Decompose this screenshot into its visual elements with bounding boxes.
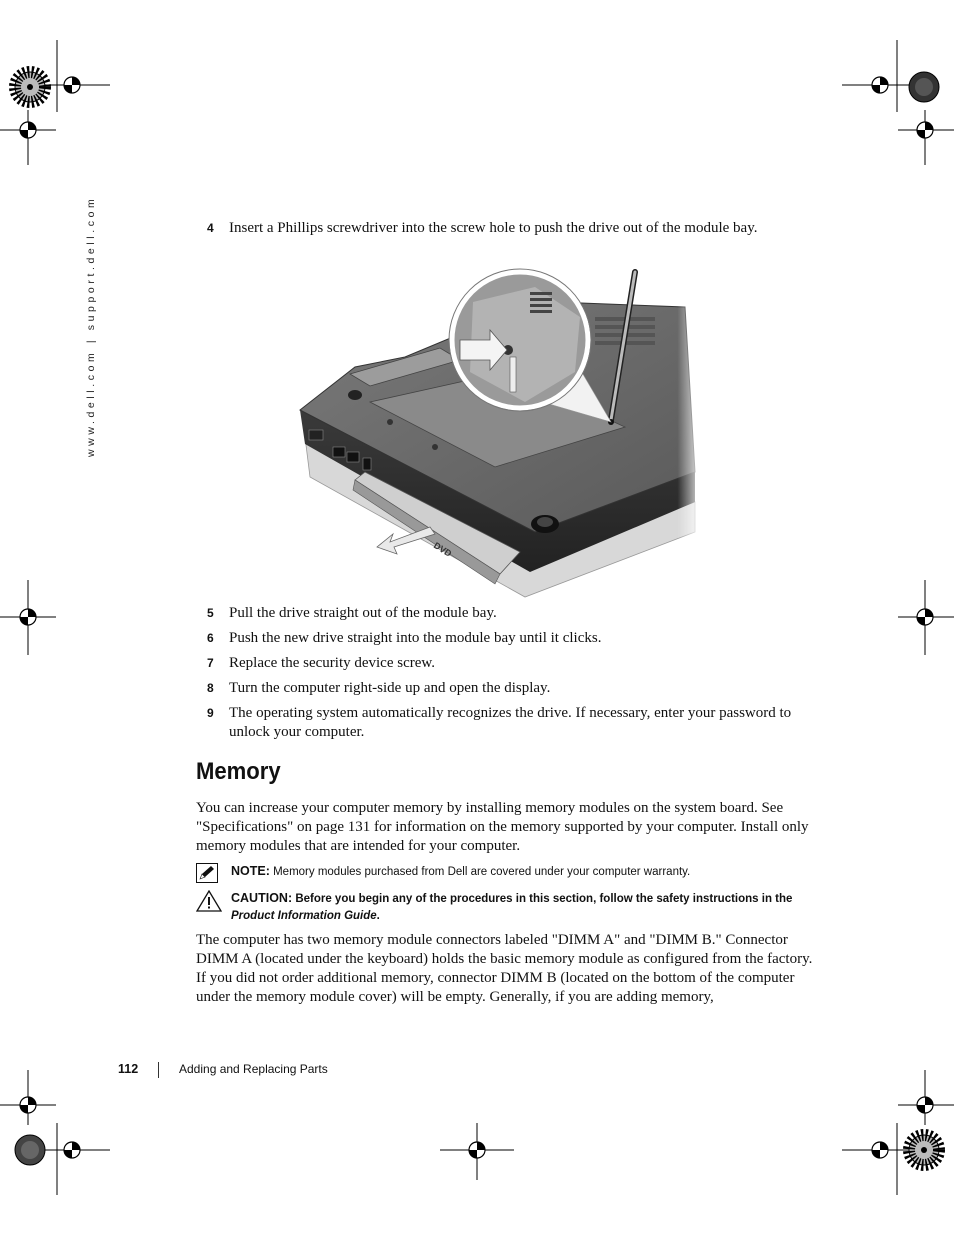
step-text: Replace the security device screw. [229, 655, 436, 671]
step-number: 6 [207, 631, 214, 645]
step-text: Push the new drive straight into the module bay until it clicks. [229, 630, 602, 646]
caution-label: CAUTION: [231, 891, 293, 905]
caution-text: Before you begin any of the procedures in this section, follow the safety instructions in the [295, 893, 793, 905]
note-text: Memory modules purchased from Dell are covered under your computer warranty. [273, 866, 691, 878]
step-item [207, 219, 827, 238]
step-item [207, 679, 827, 698]
step-text: The operating system automatically recognizes the drive. If necessary, enter your password to unlock your computer. [229, 705, 792, 740]
note-box [196, 863, 826, 881]
footer-separator [158, 1062, 159, 1078]
step-item [207, 704, 827, 742]
section-heading: Memory [196, 758, 281, 785]
step-item [207, 629, 827, 648]
step-number: 4 [207, 221, 214, 235]
step-item [207, 604, 827, 623]
step-number: 9 [207, 706, 214, 720]
drive-removal-illustration [295, 262, 705, 602]
note-label: NOTE: [231, 864, 270, 878]
caution-warning-icon [196, 890, 222, 912]
step-text: Pull the drive straight out of the module bay. [229, 605, 497, 621]
sidebar-website-url: www.dell.com | support.dell.com [85, 195, 97, 457]
step-number: 7 [207, 656, 214, 670]
step-number: 5 [207, 606, 214, 620]
intro-paragraph: You can increase your computer memory by installing memory modules on the system board. See "Specifications" on page 131 for information on the memory supported by your computer. Install only memory modules that are intended for your computer. [196, 800, 809, 854]
caution-box [196, 890, 826, 925]
memory-body-paragraph: The computer has two memory module connectors labeled "DIMM A" and "DIMM B." Connector DIMM A (located under the keyboard) holds the basic memory module as configured from the factory. If you did not order additional memory, connector DIMM B (located on the bottom of the computer under the memory module cover) will be empty. Generally, if you are adding memory, [196, 932, 813, 1005]
dvd-logo: DVD [431, 540, 454, 559]
step-text: Turn the computer right-side up and open the display. [229, 680, 551, 696]
product-information-guide-title: Product Information Guide [231, 910, 377, 922]
step-number: 8 [207, 681, 214, 695]
note-pencil-icon [196, 863, 218, 883]
step-text: Insert a Phillips screwdriver into the screw hole to push the drive out of the module bay. [229, 220, 758, 236]
caution-end: . [376, 910, 380, 922]
step-item [207, 654, 827, 673]
page-number: 112 [118, 1062, 139, 1076]
chapter-title: Adding and Replacing Parts [179, 1062, 328, 1076]
